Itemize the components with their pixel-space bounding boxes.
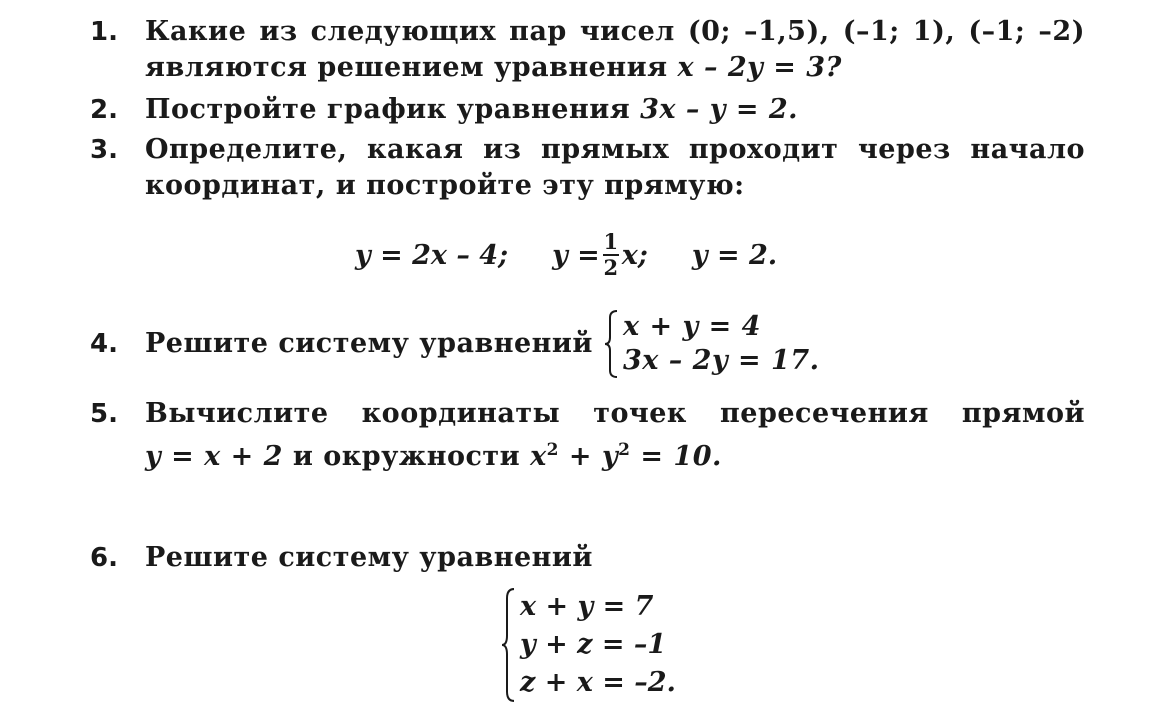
system-equation: x + y = 7 [520, 591, 654, 622]
plus-sign: + [568, 441, 593, 472]
problem-text: являются решением уравнения [145, 52, 668, 83]
left-brace [603, 310, 619, 378]
problem-text: Решите систему уравнений [145, 328, 593, 359]
problem-number: 2. [90, 95, 118, 125]
system-equation: z + x = –2. [520, 667, 676, 698]
equation-system-3 [500, 588, 676, 702]
problem-text-line: координат, и постройте эту прямую: [145, 170, 745, 201]
problem-number: 6. [90, 543, 118, 573]
equation-b-right: x; [621, 239, 648, 271]
problem-6 [90, 540, 1085, 576]
problem-text-line [145, 92, 1085, 128]
problem-text-line: Вычислите координаты точек пересечения прямой [145, 398, 1085, 429]
equation-a: y = 2x – 4; [355, 239, 509, 271]
fraction-one-half [603, 231, 619, 279]
fraction-denominator: 2 [603, 255, 619, 280]
equation: 3x – y = 2. [640, 94, 799, 125]
problem-3 [90, 132, 1085, 204]
system-equation: 3x – 2y = 17. [622, 345, 820, 376]
circle-rhs: = 10. [640, 441, 722, 472]
equation-system [603, 310, 820, 378]
circle-x: x [530, 441, 547, 472]
problem-number: 5. [90, 399, 118, 429]
exponent: 2 [618, 440, 631, 460]
system-lines [520, 588, 676, 702]
left-brace [500, 588, 516, 702]
problem-number: 1. [90, 17, 118, 47]
problem-text-line: Определите, какая из прямых проходит через начало [145, 134, 1085, 165]
problem-text-line [145, 432, 1085, 475]
equation: x – 2y = 3? [677, 52, 842, 83]
equation-system [500, 588, 676, 702]
problem-1 [90, 14, 1085, 86]
exponent: 2 [546, 440, 560, 460]
problem-text-line: Решите систему уравнений [145, 542, 593, 573]
equation: y = x + 2 [145, 441, 283, 472]
line-equations [355, 220, 777, 290]
problem-number: 3. [90, 135, 118, 165]
fraction-numerator: 1 [603, 229, 619, 254]
problem-text: и окружности [292, 441, 521, 472]
problem-text: Постройте график уравнения [145, 94, 631, 125]
circle-y: y [601, 441, 619, 472]
system-equation: x + y = 4 [622, 311, 761, 342]
system-lines [623, 310, 820, 378]
problem-text-line [145, 50, 1085, 86]
problem-text-line [145, 310, 1085, 378]
problem-2 [90, 92, 1085, 128]
problem-5 [90, 396, 1085, 475]
problem-text-line: Какие из следующих пар чисел (0; –1,5), (–1; 1), (–1; –2) [145, 16, 1085, 47]
problem-4 [90, 310, 1085, 378]
system-equation: y + z = –1 [520, 629, 667, 660]
equation-c: y = 2. [691, 239, 778, 271]
equation-b-left: y = [552, 239, 600, 271]
problem-number: 4. [90, 329, 118, 359]
